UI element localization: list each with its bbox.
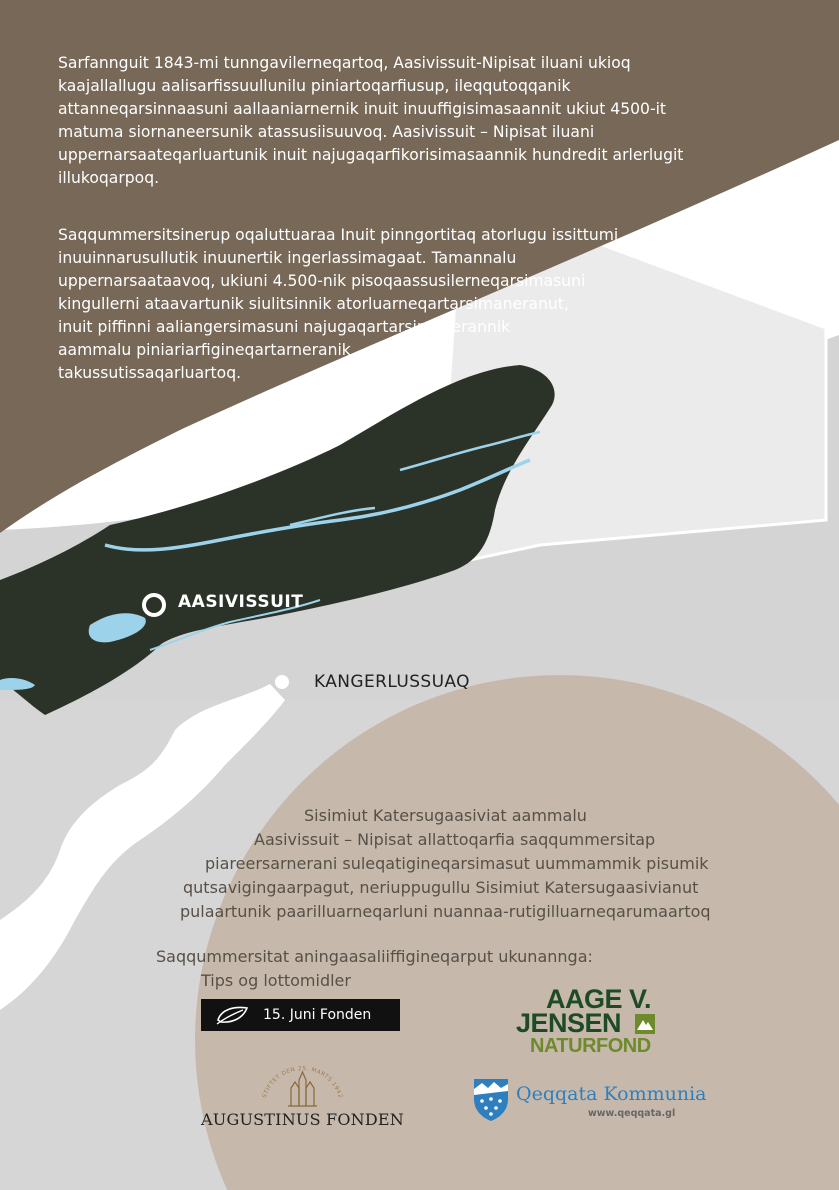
credit-line: piareersarnerani suleqatigineqarsimasut uummammik pisumik (205, 854, 709, 873)
logo-aage-line: AAGE V. (546, 984, 652, 1014)
map-label-kangerlussuaq: KANGERLUSSUAQ (314, 672, 470, 692)
mountain-emblem-icon (634, 1013, 656, 1035)
intro-line: matuma siornaneersunik atassusiisuuvoq. Aasivissuit – Nipisat iluani (58, 123, 595, 141)
intro-paragraph-1 (58, 52, 798, 190)
intro-line: inuuinnarusullutik inuunertik ingerlassimagaat. Tamannalu (58, 249, 517, 267)
logo-qeqqata-url: www.qeqqata.gl (588, 1108, 676, 1119)
logo-15-juni-fonden-text: 15. Juni Fonden (263, 1007, 372, 1023)
credit-line: pulaartunik paarilluarneqarluni nuannaa-rutigilluarneqarumaartoq (180, 902, 711, 921)
funding-heading: Saqqummersitat aningaasaliiffigineqarput ukunannga: (156, 947, 593, 966)
logo-aage-v-jensen (516, 984, 706, 1064)
intro-line: aammalu piniariarfigineqartarneranik (58, 341, 351, 359)
kangerlussuaq-marker (275, 675, 289, 689)
intro-line: attanneqarsinnaasuni aallaaniarnernik inuit inuuffigisimasaannit ukiut 4500-it (58, 100, 667, 118)
intro-line: kingullerni ataavartunik siulitsinnik atorluarneqartarsimaneranut, (58, 295, 569, 313)
intro-line: uppernarsaateqarluartunik inuit najugaqarfikorisimasaannik hundredit arlerlugit (58, 146, 684, 164)
qeqqata-shield-icon (472, 1077, 510, 1123)
intro-line: Sarfannguit 1843-mi tunngavilerneqartoq, Aasivissuit-Nipisat iluani ukioq (58, 54, 631, 72)
logo-augustinus-text: AUGUSTINUS FONDEN (201, 1110, 404, 1129)
logo-qeqqata-kommunia (472, 1077, 722, 1127)
intro-line: takussutissaqarluartoq. (58, 364, 242, 382)
logo-aage-line: NATURFOND (530, 1035, 651, 1057)
logo-qeqqata-text: Qeqqata Kommunia (516, 1083, 707, 1105)
augustinus-seal-icon (255, 1058, 350, 1110)
leaf-icon (215, 1004, 251, 1026)
funding-subheading: Tips og lottomidler (201, 971, 351, 990)
intro-line: inuit piffinni aaliangersimasuni najugaqartarsimanerannik (58, 318, 511, 336)
intro-line: Saqqummersitsinerup oqaluttuaraa Inuit pinngortitaq atorlugu issittumi (58, 226, 619, 244)
intro-line: illukoqarpoq. (58, 169, 160, 187)
intro-line: kaajallallugu aalisarfissuullunilu piniartoqarfiusup, ileqqutoqqanik (58, 77, 571, 95)
logo-augustinus-fonden (200, 1058, 405, 1130)
credit-line: qutsavigingaarpagut, neriuppugullu Sisimiut Katersugaasivianut (183, 878, 699, 897)
intro-paragraph-2 (58, 224, 798, 385)
aasivissuit-marker (144, 595, 164, 615)
credit-line: Sisimiut Katersugaasiviat aammalu (304, 806, 587, 825)
logo-aage-line: JENSEN (516, 1008, 622, 1038)
intro-line: uppernarsaataavoq, ukiuni 4.500-nik pisoqaassusilerneqarsimasuni (58, 272, 586, 290)
credit-line: Aasivissuit – Nipisat allattoqarfia saqqummersitap (254, 830, 656, 849)
augustinus-seal-text: STIFTET DEN 25. MARTS 1942 (262, 1066, 344, 1100)
map-label-aasivissuit: AASIVISSUIT (178, 592, 304, 612)
logo-15-juni-fonden (201, 999, 400, 1031)
